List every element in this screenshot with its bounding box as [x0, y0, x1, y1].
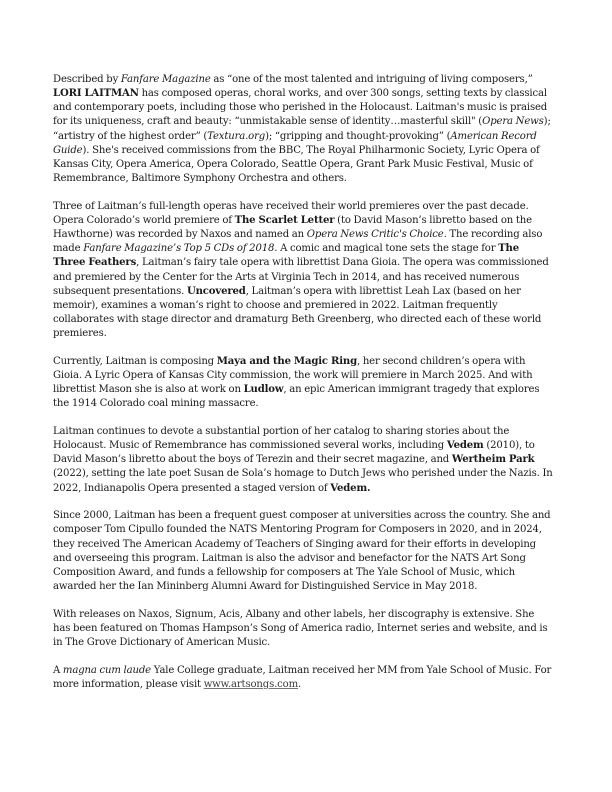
text-run: has composed operas, choral works, and over 300 songs, setting texts by classical and contemporary poets, including those who perished in the Holocaust. Laitman's music is praised for its uniqueness, craft and beauty: “unmistakable sense of identity…masterful skill" (: [53, 88, 548, 128]
text-run: Since 2000, Laitman has been a frequent guest composer at universities across the country. She and composer Tom Cipullo founded the NATS Mentoring Program for Composers in 2020, and in 2024, they received The American Academy of Teachers of Singing award for their efforts in developing and overseeing this program. Laitman is also the advisor and benefactor for the NATS Art Song Composition Award, and funds a fellowship for composers at The Yale School of Music, which awarded her the Ian Mininberg Alumni Award for Distinguished Service in May 2018.: [53, 510, 551, 592]
text-run: A: [53, 664, 63, 676]
text-run: , an epic American immigrant tragedy that explores the 1914 Colorado coal mining massacre.: [53, 384, 540, 410]
paragraph-education: [53, 509, 553, 594]
publication-title: Opera News: [482, 116, 544, 128]
website-link[interactable]: www.artsongs.com: [203, 678, 299, 690]
text-run: Three of Laitman’s full-length operas have received their world premieres over the past decade. Opera Colorado’s world premiere of: [53, 200, 529, 226]
text-run: (2010), to David Mason’s libretto about the boys of Terezin and their secret magazine, and: [53, 440, 535, 466]
text-run: , Laitman’s fairy tale opera with librettist Dana Gioia. The opera was commissioned and premiered by the Center for the Arts at Virginia Tech in 2014, and has received numerous subsequent presentations.: [53, 257, 549, 297]
work-title: The Scarlet Letter: [234, 214, 335, 226]
text-run: With releases on Naxos, Signum, Acis, Albany and other labels, her discography is extensive. She has been featured on Thomas Hampson’s Song of America radio, Internet series and website, and is in The Grove Dictionary of American Music.: [53, 608, 548, 648]
publication-title: Textura.org: [207, 130, 266, 142]
paragraph-discography: [53, 608, 553, 650]
paragraph-intro: [53, 73, 553, 186]
text-run: Yale College graduate, Laitman received her MM from Yale School of Music. For more information, please visit: [53, 664, 552, 690]
text-run: A comic and magical tone sets the stage for: [277, 243, 499, 255]
paragraph-current-work: [53, 355, 553, 412]
text-run: ). She's received commissions from the BBC, The Royal Philharmonic Society, Lyric Opera of Kansas City, Opera America, Opera Colorado, Seattle Opera, Grant Park Music Festival, Music of Remembrance, Baltimore Symphony Orchestra and others.: [53, 144, 540, 185]
text-run: Laitman continues to devote a substantial portion of her catalog to sharing stories about the Holocaust. Music of Remembrance has commissioned several works, including: [53, 425, 510, 452]
text-run: , Laitman’s opera with librettist Leah Lax (based on her memoir), examines a woman’s right to choose and premiered in 2022. Laitman frequently collaborates with stage director and dramaturg Beth Greenberg, who directed each of these world premieres.: [53, 285, 542, 340]
text-run: as “one of the most talented and intriguing of living composers,”: [210, 74, 533, 85]
publication-title: Opera News Critic's Choice: [306, 229, 444, 241]
publication-title: Fanfare Magazine’s Top 5 CDs of 2018.: [83, 243, 278, 255]
text-run: (to David Mason’s libretto based on the Hawthorne) was recorded by Naxos and named an: [53, 214, 532, 241]
latin-honor: magna cum laude: [62, 664, 151, 676]
work-title: Wertheim Park: [451, 454, 535, 466]
work-title: The Three Feathers: [53, 243, 519, 269]
text-run: ); “gripping and thought-provoking” (: [265, 130, 451, 142]
text-run: Described by: [53, 74, 121, 85]
work-title: Vedem: [446, 440, 484, 452]
paragraph-holocaust-works: [53, 425, 553, 496]
document-page: [53, 73, 553, 705]
text-run: . The recording also made: [53, 229, 543, 255]
paragraph-closing: [53, 664, 553, 692]
text-run: , her second children’s opera with Gioia. A Lyric Opera of Kansas City commission, the work will premiere in March 2025. And with librettist Mason she is also at work on: [53, 355, 533, 396]
work-title: Maya and the Magic Ring: [216, 355, 358, 367]
composer-name: LORI LAITMAN: [53, 88, 139, 100]
work-title: Vedem.: [330, 482, 371, 494]
text-run: (2022), setting the late poet Susan de Sola’s homage to Dutch Jews who perished under the Nazis. In 2022, Indianapolis Opera presented a staged version of: [53, 468, 553, 494]
work-title: Uncovered: [186, 285, 246, 297]
publication-title: Fanfare Magazine: [120, 74, 211, 85]
text-run: ); “artistry of the highest order” (: [53, 116, 551, 142]
work-title: Ludlow: [243, 384, 284, 396]
publication-title: American Record Guide: [53, 130, 537, 156]
text-run: Currently, Laitman is composing: [53, 355, 217, 367]
paragraph-operas: [53, 200, 553, 342]
text-run: .: [298, 678, 302, 690]
